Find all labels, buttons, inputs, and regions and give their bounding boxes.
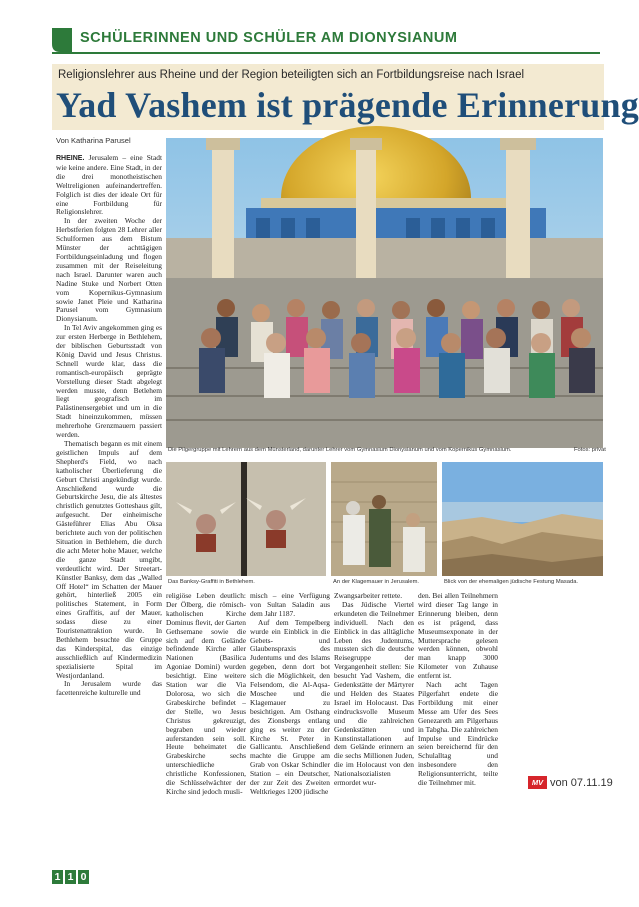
article-column-5 [418,591,498,788]
article-column-2 [166,591,246,796]
publication-date: von 07.11.19 [550,776,613,789]
paragraph: In Tel Aviv angekommen ging es zur ersten Herberge in Bethlehem, der biblischen Geburtsstadt von König David und Jesus Christus. Schnell wurde klar, dass die romantisch-europäisch geprägte Vorstellung dieser Stadt abgelegt werden musste, denn Betlehem liegt geografisch im Palästinensergebiet und um in die Stadt hineinzukommen, müssen mehrerhohe Grenzmauern passiert werden. [56,323,162,440]
section-title: SCHÜLERINNEN UND SCHÜLER AM DIONYSIANUM [80,30,458,46]
byline: Von Katharina Parusel [56,136,131,145]
article-column-3 [250,591,330,796]
paragraph: misch – eine Verfügung von Sultan Saladin aus dem Jahr 1187. [250,591,330,618]
dateline: RHEINE. [56,155,85,162]
banksy-caption: Das Banksy-Graffiti in Bethlehem. [168,579,255,585]
section-header [52,28,600,52]
publication-footer [528,776,613,789]
page-digit: 1 [52,870,63,884]
paragraph: Nach acht Tagen Pilgerfahrt endete die Fortbildung mit einer Messe am Ufer des Sees Genezareth am Pilgerhaus in Tabgha. Die zahlreichen Impulse und Eindrücke seien bereichernd für den Schulalltag und insbesondere den Religionsunterricht, teilte die Teilnehmer mit. [418,680,498,788]
headline-banner [52,64,639,130]
masada-caption: Blick von der ehemaligen jüdische Festung Masada. [444,579,579,585]
paragraph: In der zweiten Woche der Herbstferien folgten 28 Lehrer aller Schulformen aus dem Bistum Münster der achttägigen Fortbildungseinladung und flogen zusammen mit der Reiseleitung nach Israel. Darunter waren auch Nadine Stuke und Norbert Otten vom Kopernikus-Gymnasium sowie Janet Pleie und Katharina Parusel vom Gymnasium Dionysianum. [56,216,162,324]
group-photo [166,138,603,444]
wall-caption: An der Klagemauer in Jerusalem. [333,579,420,585]
article-column-1 [56,154,162,854]
paragraph: In Jerusalem wurde das facettenreiche kulturelle und [56,679,162,698]
paragraph: Jerusalem – eine Stadt wie keine andere. Eine Stadt, in der die drei monotheistischen Weltreligionen aufeinandertreffen. Folglich ist dies der ideale Ort für eine Fortbildung für Religionslehrer. [56,153,162,217]
article-column-4 [334,591,414,788]
paragraph: religiöse Leben deutlich: Der Ölberg, die römisch-katholischen Kirche Dominus flevit, der Garten Gethsemane sowie die sich auf dem Gelände befindende Kirche aller Nationen (Basilica Agoniae Domini) wurden besichtigt. Eine weitere Station war die Via Dolorosa, wo sich die Grabeskirche befindet – der Stelle, wo Jesus Christus gekreuzigt, begraben und wieder auferstanden sein soll. Heute beheimatet die Grabeskirche sechs unterschiedliche christliche Konfessionen, die Schlüsselwächter der Kirche sind jedoch musli- [166,591,246,796]
paragraph: Zwangsarbeiter rettete. [334,591,403,600]
paragraph: Auf dem Tempelberg wurde ein Einblick in die Gebets- und Glaubenspraxis des Judentums und des Islams gegeben, denn dort bot sich die Möglichkeit, den Felsendom, die Al-Aqsa-Moschee und die Klagemauer zu besichtigen. Am Osthang des Zionsbergs entlang ging es weiter zu der Kirche St. Peter in Gallicantu. Anschließend machte die Gruppe am Grab von Oskar Schindler Station – ein Deutscher, der zur Zeit des Zweiten Weltkrieges 1200 jüdische [250,617,330,796]
kicker: Religionslehrer aus Rheine und der Region beteiligten sich an Fortbildungsreise nach Israel [58,69,525,81]
headline: Yad Vashem ist prägende Erinnerung [56,85,639,125]
paragraph: Das Jüdische Viertel erkundeten die Teilnehmer individuell. Nach den Einblick in das alltägliche Leben des Judentums, mussten sich die deutsche Reisegruppe der Vergangenheit stellen: Sie besucht Yad Vashem, die Gedenkstätte der Märtyrer und Helden des Staates Israel im Holocaust. Das eindrucksvolle Museum und die zahlreichen Gedenkstätten und Kunstinstallationen auf dem Gelände erinnern an die sechs Millionen Juden, die im Holocaust von den Nationalsozialisten ermordet wur- [334,599,414,788]
banksy-photo [166,462,326,576]
paragraph: den. Bei allen Teilnehmern wird dieser Tag lange in Erinnerung bleiben, denn es ist prägend, dass Museumsexponate in der Muttersprache gelesen werden können, obwohl man knapp 3000 Kilometer von Zuhause entfernt ist. [418,591,498,681]
page-digit: 1 [65,870,76,884]
header-accent-icon [52,28,72,52]
mv-logo: MV [528,776,547,789]
header-rule [52,52,600,54]
main-photo-caption: Die Pilgergruppe mit Lehrern aus dem Münsterland, darunter Lehrer vom Gymnasium Dionysianum und vom Kopernikus Gymnasium. [168,447,512,453]
wall-photo [331,462,437,576]
paragraph: Thematisch begann es mit einem geistlichen Impuls auf dem Shepherd's Field, wo nach katholischer Überlieferung die Geburt Christi angekündigt wurde. Anschließend wurde die Geburtskirche Jesu, die als ältestes christlich genutztes Gotteshaus gilt, aufgesucht. Der einheimische Gästeführer Elias Abu Oksa berichtete auch von der politischen Situation in Bethlehem, die durch die acht Meter hohe Mauer, welche die ganze Stadt umgibt, verdeutlicht wird. Der Streetart-Künstler Banksy, dem das „Walled Off Hotel“ im Schatten der Mauer gehört, hinterließ 2005 ein politisches Statement, in Form eines Graffitis, auf der Mauer, sodass diese zu einer Touristenattraktion wurde. In Bethlehem besuchte die Gruppe das Kinderspital, das einzige ausschließlich auf Kindermedizin spezialisierte Spital im Westjordanland. [56,439,162,680]
page-number [52,870,89,886]
masada-photo [442,462,603,576]
page-digit: 0 [78,870,89,884]
photo-credit: Fotos: privat [574,447,606,453]
